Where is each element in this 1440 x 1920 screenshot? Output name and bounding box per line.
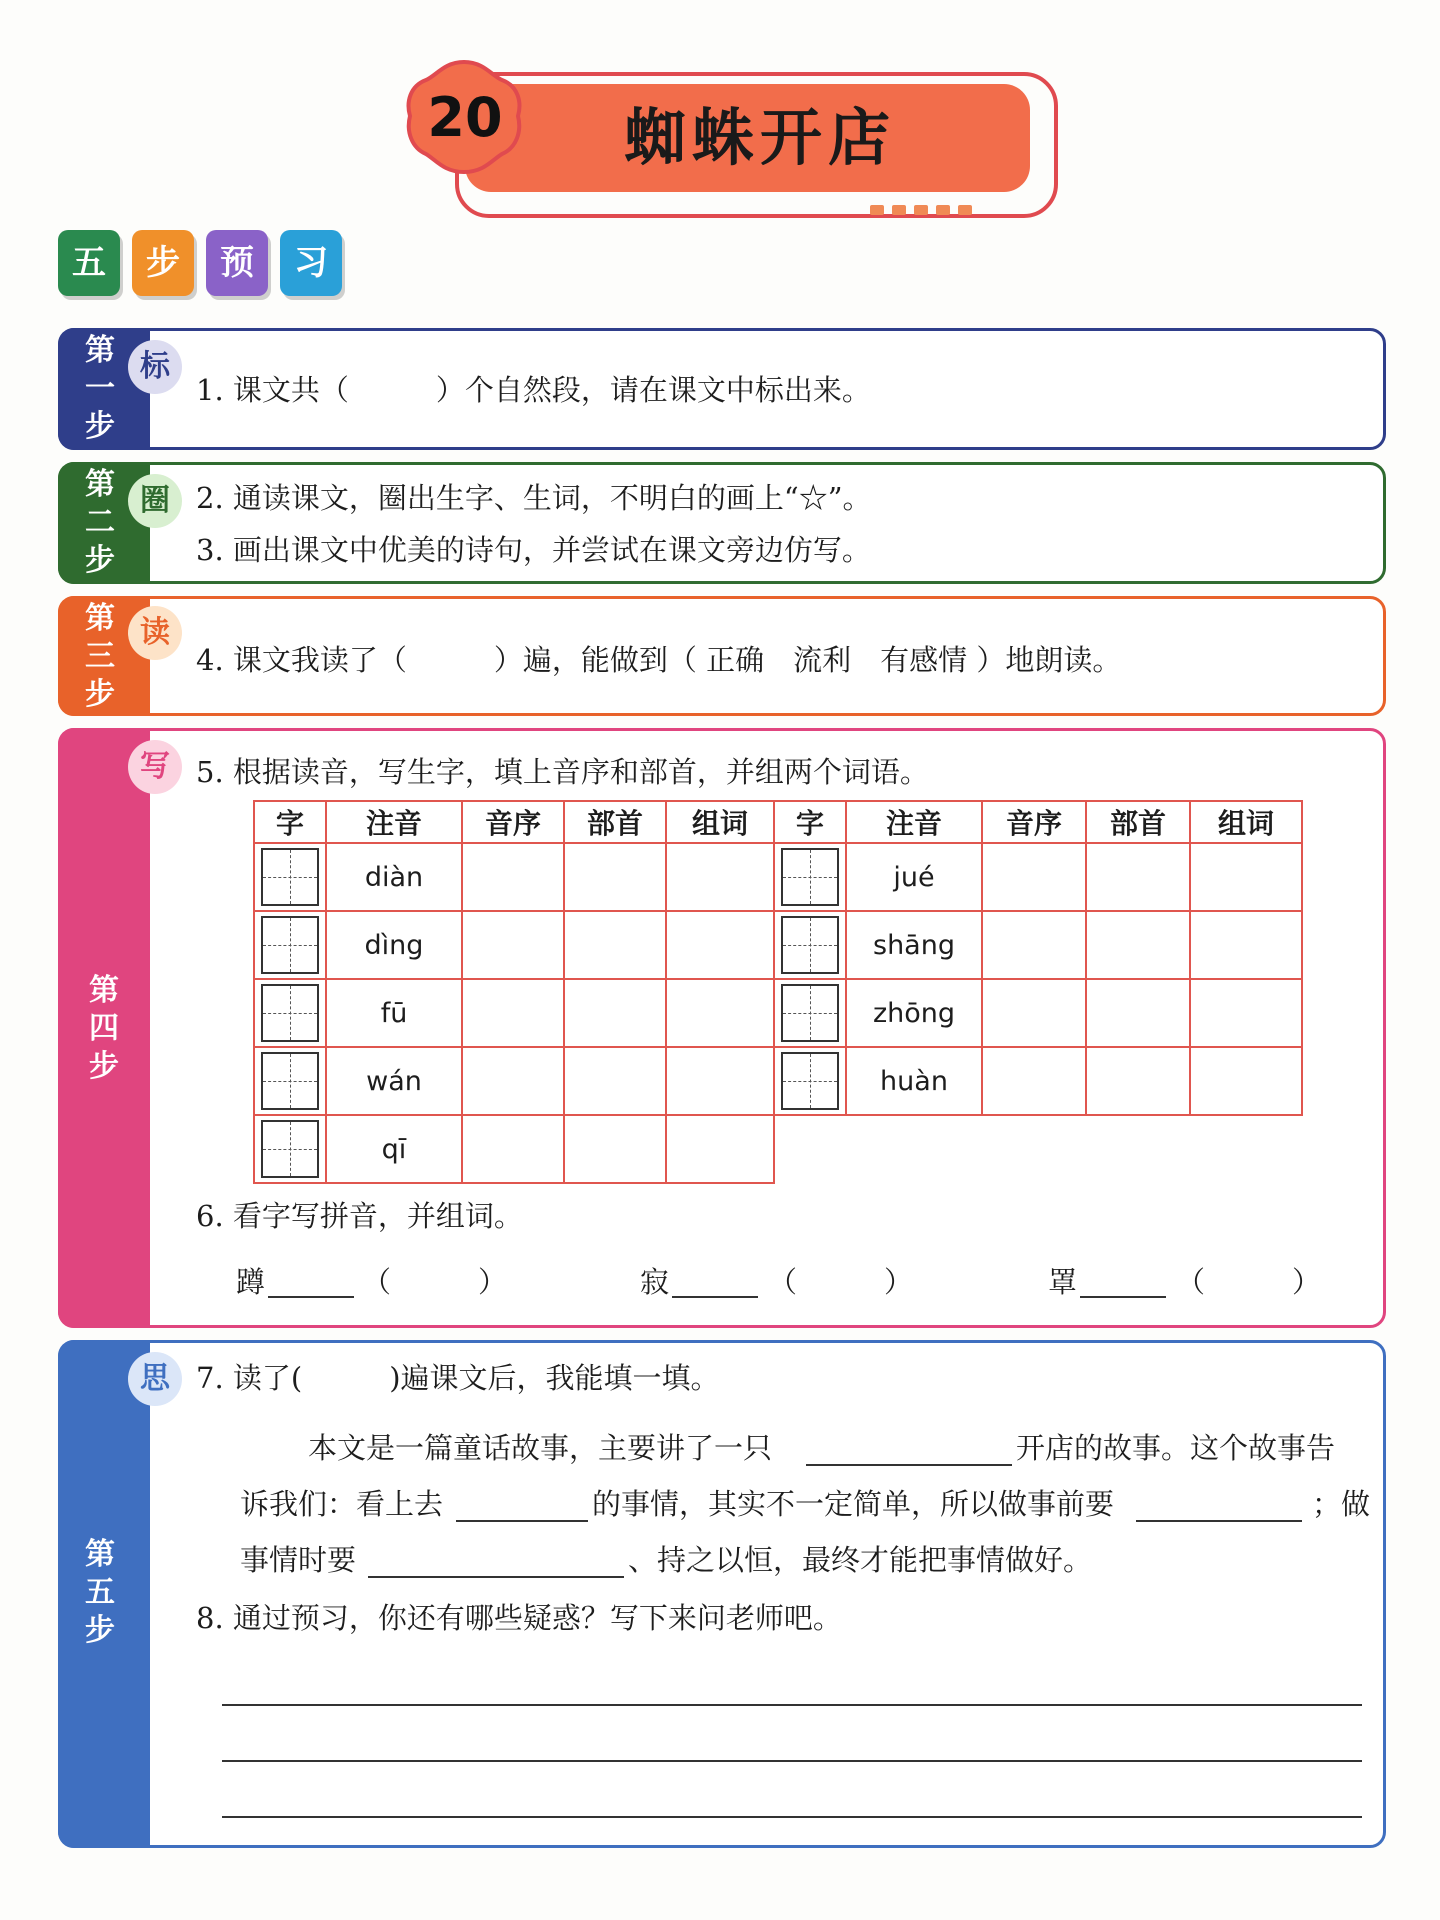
answer-cell[interactable] (1086, 911, 1190, 979)
question-4: 4. 课文我读了（ ）遍，能做到（ 正确 流利 有感情 ）地朗读。 (196, 643, 1122, 677)
table-row (254, 911, 774, 979)
char-3: 罩 (1048, 1265, 1078, 1299)
header-zuci: 组词 (666, 801, 774, 843)
answer-cell[interactable] (1086, 843, 1190, 911)
question-7: 7. 读了( )遍课文后，我能填一填。 (196, 1361, 720, 1395)
table-row (774, 979, 1302, 1047)
answer-cell[interactable] (564, 979, 666, 1047)
paren-1: （ ） (362, 1265, 508, 1299)
pinyin-table-right (773, 800, 1303, 1116)
step5-label: 第 五 步 (85, 1537, 115, 1648)
question-8: 8. 通过预习，你还有哪些疑惑？写下来问老师吧。 (196, 1601, 842, 1635)
q7-blank-3[interactable] (1136, 1520, 1302, 1522)
title-decoration-dots (870, 205, 980, 217)
paren-2: （ ） (768, 1265, 914, 1299)
table-row (774, 1047, 1302, 1115)
question-6: 6. 看字写拼音，并组词。 (196, 1199, 523, 1233)
pinyin-blank-1[interactable] (268, 1296, 354, 1298)
q7-line2-a: 诉我们：看上去 (240, 1487, 444, 1521)
q7-line2-c: ；做 (1312, 1487, 1371, 1521)
char-1: 蹲 (236, 1265, 266, 1299)
question-1: 1. 课文共（ ）个自然段，请在课文中标出来。 (196, 373, 871, 407)
q7-line1-b: 开店的故事。这个故事告 (1016, 1431, 1336, 1465)
step5-panel (58, 1340, 1386, 1848)
tag-yu: 预 (206, 230, 268, 296)
question-3: 3. 画出课文中优美的诗句，并尝试在课文旁边仿写。 (196, 533, 871, 567)
page-title: 蜘蛛开店 (623, 101, 896, 174)
pinyin-blank-3[interactable] (1080, 1296, 1166, 1298)
q7-line2-b: 的事情，其实不一定简单，所以做事前要 (592, 1487, 1115, 1521)
answer-cell[interactable] (1190, 843, 1302, 911)
answer-line-3[interactable] (222, 1816, 1362, 1818)
answer-cell[interactable] (666, 843, 774, 911)
answer-cell[interactable] (564, 1047, 666, 1115)
header-yinxu: 音序 (462, 801, 564, 843)
table-row (254, 1047, 774, 1115)
paren-3: （ ） (1176, 1265, 1322, 1299)
pinyin-cell: zhōng (846, 979, 982, 1047)
step5-badge: 思 (128, 1352, 182, 1406)
pinyin-cell: qī (326, 1115, 462, 1183)
step3-label: 第 三 步 (85, 601, 115, 712)
table-row (774, 843, 1302, 911)
header-zi: 字 (774, 801, 846, 843)
answer-cell[interactable] (1190, 1047, 1302, 1115)
answer-cell[interactable] (1086, 979, 1190, 1047)
answer-cell[interactable] (666, 1047, 774, 1115)
table-row (774, 911, 1302, 979)
step4-badge: 写 (128, 740, 182, 794)
writing-grid[interactable] (781, 984, 839, 1042)
lesson-number: 20 (427, 86, 503, 149)
writing-grid[interactable] (261, 1052, 319, 1110)
q7-line3-a: 事情时要 (240, 1543, 357, 1577)
answer-cell[interactable] (982, 1047, 1086, 1115)
answer-cell[interactable] (982, 979, 1086, 1047)
table-row (254, 843, 774, 911)
pinyin-cell: wán (326, 1047, 462, 1115)
q7-blank-4[interactable] (368, 1576, 624, 1578)
header-zuci: 组词 (1190, 801, 1302, 843)
step1-badge: 标 (128, 340, 182, 394)
pinyin-cell: diàn (326, 843, 462, 911)
writing-grid[interactable] (781, 848, 839, 906)
pinyin-cell: fū (326, 979, 462, 1047)
step2-label: 第 二 步 (85, 467, 115, 578)
answer-cell[interactable] (564, 911, 666, 979)
header-bushou: 部首 (1086, 801, 1190, 843)
answer-cell[interactable] (1190, 911, 1302, 979)
pinyin-cell: jué (846, 843, 982, 911)
q7-blank-1[interactable] (806, 1464, 1012, 1466)
answer-cell[interactable] (462, 1047, 564, 1115)
answer-cell[interactable] (564, 843, 666, 911)
step2-badge: 圈 (128, 474, 182, 528)
tag-xi: 习 (280, 230, 342, 296)
answer-cell[interactable] (1190, 979, 1302, 1047)
pinyin-cell: huàn (846, 1047, 982, 1115)
table-row (254, 979, 774, 1047)
pinyin-blank-2[interactable] (672, 1296, 758, 1298)
writing-grid[interactable] (781, 1052, 839, 1110)
q7-line1-a: 本文是一篇童话故事，主要讲了一只 (308, 1431, 773, 1465)
step1-label: 第 一 步 (85, 333, 115, 444)
char-2: 寂 (640, 1265, 670, 1299)
answer-cell[interactable] (462, 911, 564, 979)
answer-cell[interactable] (462, 979, 564, 1047)
header-zhuyin: 注音 (326, 801, 462, 843)
step3-badge: 读 (128, 606, 182, 660)
q7-blank-2[interactable] (456, 1520, 588, 1522)
answer-cell[interactable] (982, 911, 1086, 979)
header-bushou: 部首 (564, 801, 666, 843)
pinyin-cell: shāng (846, 911, 982, 979)
writing-grid[interactable] (261, 984, 319, 1042)
writing-grid[interactable] (261, 848, 319, 906)
tag-wu: 五 (58, 230, 120, 296)
table-row (254, 1115, 774, 1183)
answer-cell[interactable] (1086, 1047, 1190, 1115)
header-zhuyin: 注音 (846, 801, 982, 843)
q7-line3-b: 、持之以恒，最终才能把事情做好。 (628, 1543, 1093, 1577)
answer-cell[interactable] (666, 1115, 774, 1183)
answer-cell[interactable] (564, 1115, 666, 1183)
pinyin-table-left (253, 800, 775, 1184)
answer-line-2[interactable] (222, 1760, 1362, 1762)
header-zi: 字 (254, 801, 326, 843)
tag-bu: 步 (132, 230, 194, 296)
answer-cell[interactable] (462, 1115, 564, 1183)
writing-grid[interactable] (261, 1120, 319, 1178)
header-yinxu: 音序 (982, 801, 1086, 843)
answer-cell[interactable] (462, 843, 564, 911)
step4-label: 第 四 步 (89, 973, 119, 1084)
answer-line-1[interactable] (222, 1704, 1362, 1706)
answer-cell[interactable] (982, 843, 1086, 911)
pinyin-cell: dìng (326, 911, 462, 979)
question-2: 2. 通读课文，圈出生字、生词，不明白的画上“☆”。 (196, 481, 872, 515)
writing-grid[interactable] (781, 916, 839, 974)
answer-cell[interactable] (666, 911, 774, 979)
question-5: 5. 根据读音，写生字，填上音序和部首，并组两个词语。 (196, 755, 929, 789)
answer-cell[interactable] (666, 979, 774, 1047)
writing-grid[interactable] (261, 916, 319, 974)
